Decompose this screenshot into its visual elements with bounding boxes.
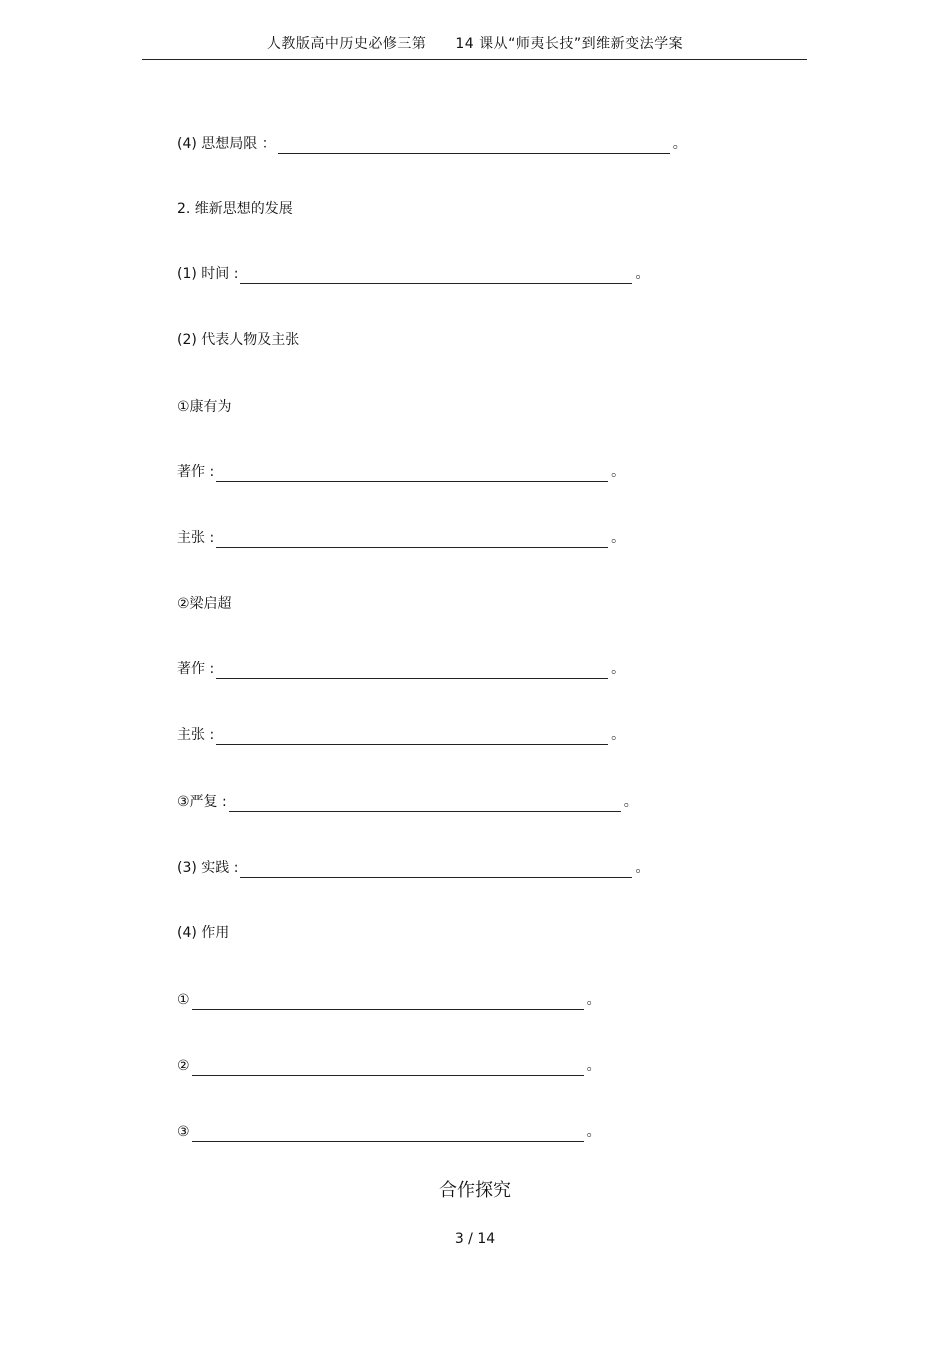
fill-line-liang-works — [177, 659, 625, 679]
page-header-title: 人教版高中历史必修三第 14 课从“师夷长技”到维新变法学案 — [266, 36, 684, 52]
line-label: ①康有为 — [177, 399, 232, 415]
fill-in-blank[interactable] — [278, 137, 670, 154]
fill-in-blank[interactable] — [216, 662, 608, 679]
line-end-mark: 。 — [623, 794, 638, 810]
line-label: (4) 作用 — [177, 925, 230, 941]
fill-line-practice — [177, 858, 649, 878]
line-label: 主张 : — [177, 727, 215, 743]
line-end-mark: 。 — [672, 136, 687, 152]
heading-liang-qichao — [177, 594, 232, 614]
heading-reform-thought-development — [177, 199, 293, 219]
fill-in-blank[interactable] — [229, 795, 621, 812]
fill-line-thought-limitations — [177, 134, 687, 154]
line-end-mark: 。 — [635, 860, 650, 876]
heading-effects — [177, 923, 229, 943]
fill-line-liang-ideas — [177, 725, 625, 745]
page-number: 3 / 14 — [454, 1231, 496, 1247]
line-end-mark: 。 — [611, 727, 626, 743]
line-end-mark: 。 — [586, 1124, 601, 1140]
fill-in-blank[interactable] — [240, 861, 632, 878]
section-heading-cooperative-inquiry: 合作探究 — [439, 1180, 511, 1201]
line-label: (3) 实践 : — [177, 860, 239, 876]
header-divider — [142, 59, 807, 60]
fill-line-kang-ideas — [177, 528, 625, 548]
line-label: 著作 : — [177, 661, 215, 677]
fill-in-blank[interactable] — [192, 1125, 584, 1142]
fill-line-yan-fu — [177, 792, 638, 812]
line-end-mark: 。 — [611, 530, 626, 546]
line-end-mark: 。 — [611, 464, 626, 480]
fill-in-blank[interactable] — [216, 465, 608, 482]
line-end-mark: 。 — [611, 661, 626, 677]
line-label: ②梁启超 — [177, 596, 232, 612]
line-label: (2) 代表人物及主张 — [177, 332, 300, 348]
line-label: (1) 时间 : — [177, 266, 239, 282]
heading-kang-youwei — [177, 397, 232, 417]
fill-line-effect-3 — [177, 1122, 601, 1142]
fill-in-blank[interactable] — [240, 267, 632, 284]
fill-line-effect-2 — [177, 1056, 601, 1076]
line-end-mark: 。 — [586, 992, 601, 1008]
fill-in-blank[interactable] — [192, 1059, 584, 1076]
fill-line-time — [177, 264, 649, 284]
line-label: (4) 思想局限 ： — [177, 136, 276, 152]
fill-line-kang-works — [177, 462, 625, 482]
heading-representatives — [177, 330, 299, 350]
line-label: 主张 : — [177, 530, 215, 546]
fill-in-blank[interactable] — [216, 531, 608, 548]
fill-line-effect-1 — [177, 990, 601, 1010]
line-label: 2. 维新思想的发展 — [177, 201, 293, 217]
line-label: ③ — [177, 1124, 190, 1140]
line-end-mark: 。 — [635, 266, 650, 282]
line-label: ② — [177, 1058, 190, 1074]
line-label: ① — [177, 992, 190, 1008]
fill-in-blank[interactable] — [192, 993, 584, 1010]
line-label: ③严复 : — [177, 794, 227, 810]
line-end-mark: 。 — [586, 1058, 601, 1074]
fill-in-blank[interactable] — [216, 728, 608, 745]
line-label: 著作 : — [177, 464, 215, 480]
